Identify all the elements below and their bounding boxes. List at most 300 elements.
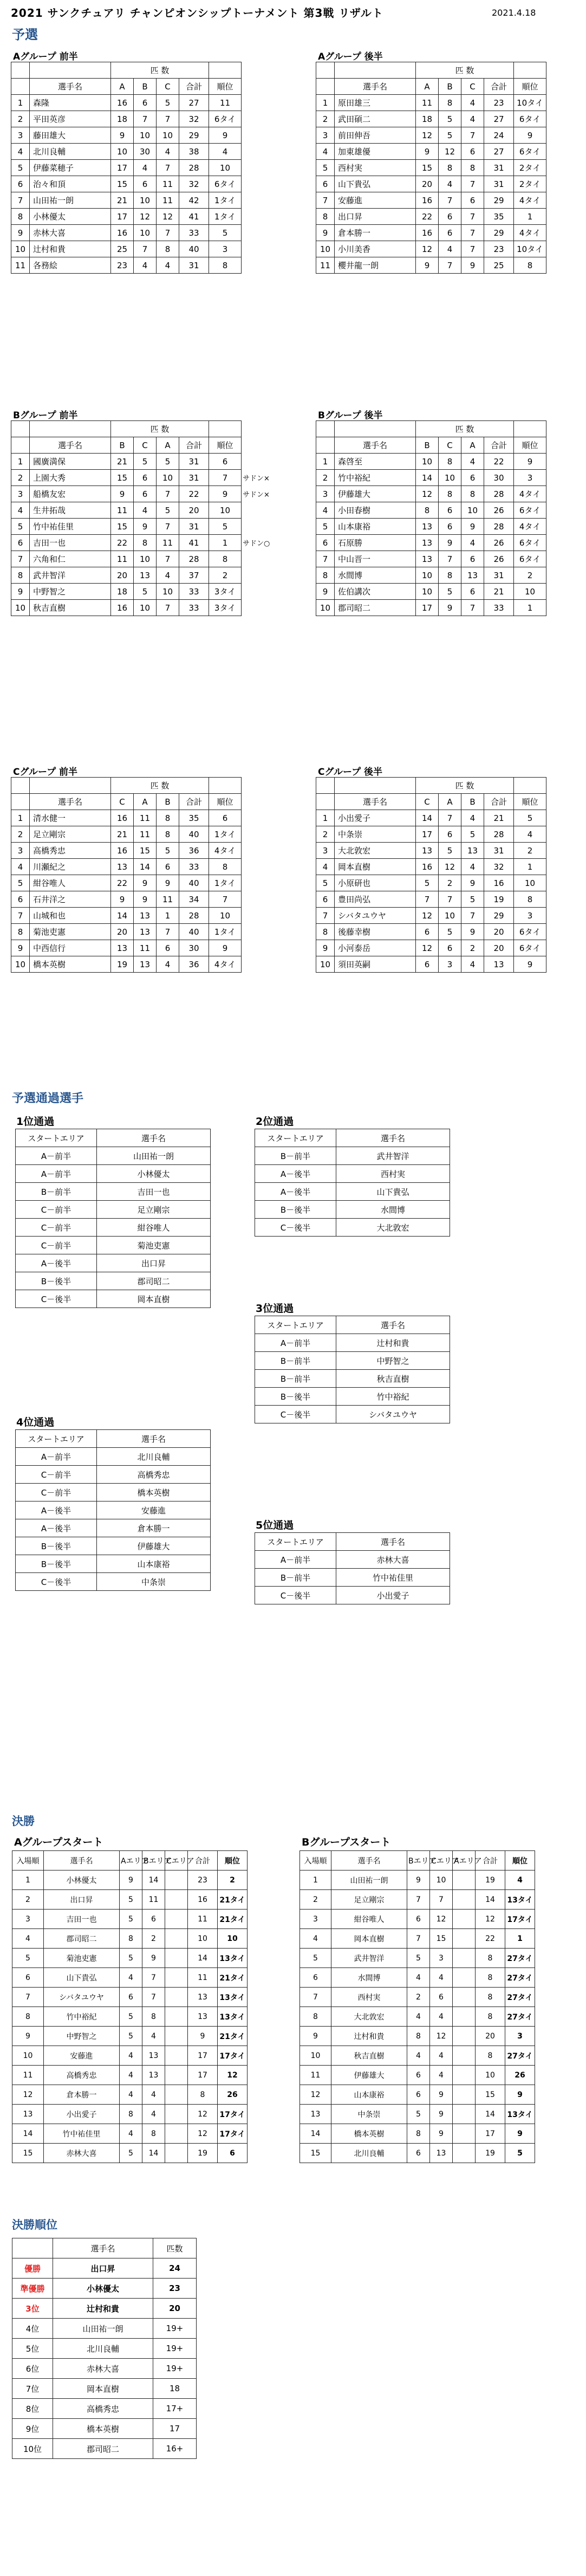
area-count: 13 (416, 551, 439, 567)
entry-number: 9 (316, 584, 335, 600)
rank: 12 (218, 2066, 248, 2085)
area-count: 4 (120, 2124, 142, 2144)
area-header: Bエリア (407, 1851, 430, 1870)
blank-cell (209, 778, 242, 794)
total-count: 22 (484, 454, 514, 470)
area-count: 20 (111, 924, 134, 940)
total-count: 27 (484, 111, 514, 127)
document-date: 2021.4.18 (492, 8, 536, 18)
start-area: C－前半 (16, 1466, 97, 1484)
area-count: 4 (120, 1968, 142, 1988)
area-count: 9 (416, 257, 439, 274)
area-count: 6 (461, 144, 484, 160)
player-name: 橋本英樹 (97, 1484, 211, 1501)
entry-order: 3 (12, 1910, 44, 1929)
total-count: 11 (188, 1910, 218, 1929)
area-count: 8 (439, 486, 461, 502)
area-count: 13 (111, 859, 134, 875)
header-row (11, 794, 242, 810)
rank: 3タイ (209, 600, 242, 616)
table-row (316, 924, 546, 940)
total-count: 33 (179, 584, 209, 600)
blank-cell (30, 421, 111, 437)
player-name: 竹中祐佳里 (44, 2124, 120, 2144)
rank: 17タイ (218, 2124, 248, 2144)
entry-order: 2 (12, 1890, 44, 1910)
player-name: 加東雄優 (335, 144, 416, 160)
rank: 9 (209, 486, 242, 502)
start-area: A－後半 (255, 1165, 336, 1183)
entry-order: 11 (12, 2066, 44, 2085)
table-row (316, 859, 546, 875)
table-row (316, 502, 546, 519)
rank: 1タイ (209, 826, 242, 843)
group-table (316, 420, 546, 616)
area-count: 12 (439, 144, 461, 160)
area-count: 7 (157, 486, 179, 502)
area-count: 5 (439, 584, 461, 600)
area-count: 20 (111, 567, 134, 584)
player-name: 伊藤雄大 (97, 1537, 211, 1555)
place-label: 10位 (12, 2439, 53, 2459)
name-header: 選手名 (335, 794, 416, 810)
player-name: 西村実 (331, 1988, 407, 2007)
area-count: 21 (111, 192, 134, 209)
area-count: 13 (461, 567, 484, 584)
rank: 1タイ (209, 875, 242, 891)
player-name: 紺谷唯人 (331, 1910, 407, 1929)
table-row (316, 567, 546, 584)
area-count: 15 (111, 470, 134, 486)
player-name: 武井智洋 (336, 1147, 450, 1165)
area-count: 8 (120, 1929, 142, 1949)
entry-number: 1 (11, 95, 30, 111)
player-name: 紺谷唯人 (97, 1219, 211, 1237)
table-row (11, 567, 242, 584)
table-row (255, 1352, 450, 1370)
table-row (11, 924, 242, 940)
table-row (12, 2379, 197, 2399)
area-count: 6 (416, 924, 439, 940)
area-count: 6 (142, 1910, 165, 1929)
area-header: Aエリア (453, 1851, 476, 1870)
area-count: 7 (157, 924, 179, 940)
total-count: 13 (484, 956, 514, 973)
entry-order: 15 (300, 2144, 331, 2163)
area-count: 9 (120, 1870, 142, 1890)
table-row (16, 1165, 211, 1183)
entry-order: 15 (12, 2144, 44, 2163)
table-row (11, 859, 242, 875)
area-count: 6 (439, 502, 461, 519)
catch-count: 18 (153, 2379, 197, 2399)
area-count: 14 (134, 859, 157, 875)
total-count: 40 (179, 241, 209, 257)
table-row (255, 1551, 450, 1569)
table-row (11, 810, 242, 826)
table-row (316, 551, 546, 567)
area-count: 7 (461, 225, 484, 241)
header-row (11, 62, 242, 79)
player-name: 西村実 (335, 160, 416, 176)
rank: 3タイ (209, 584, 242, 600)
area-count: 8 (407, 2124, 430, 2144)
area-header: Cエリア (430, 1851, 453, 1870)
start-area: B－後半 (255, 1201, 336, 1219)
header-row (16, 1430, 211, 1448)
total-count: 21 (484, 584, 514, 600)
rank: 6 (209, 810, 242, 826)
entry-number: 2 (11, 470, 30, 486)
rank: 11 (209, 95, 242, 111)
entry-order: 14 (12, 2124, 44, 2144)
header-row (316, 421, 546, 437)
area-count: 2 (407, 1988, 430, 2007)
rank: 3 (514, 908, 546, 924)
blank-cell (209, 421, 242, 437)
total-count: 17 (188, 2046, 218, 2066)
rank: 9 (505, 2124, 535, 2144)
entry-number: 6 (316, 176, 335, 192)
table-row (255, 1147, 450, 1165)
catch-count: 19+ (153, 2339, 197, 2359)
area-count: 7 (134, 111, 157, 127)
player-name: 櫻井龍一朗 (335, 257, 416, 274)
area-count: 6 (461, 584, 484, 600)
player-name: 辻村和貴 (336, 1334, 450, 1352)
qualifier-group-title: 3位通過 (256, 1303, 294, 1315)
area-count: 5 (120, 2007, 142, 2027)
table-row (11, 940, 242, 956)
area-count: 4 (430, 1968, 453, 1988)
total-count: 27 (179, 95, 209, 111)
blank-cell (335, 421, 416, 437)
area-header: A (111, 79, 134, 95)
table-row (316, 209, 546, 225)
table-row (12, 1988, 248, 2007)
rank: 13タイ (218, 1988, 248, 2007)
table-row (316, 486, 546, 502)
area-count: 6 (439, 225, 461, 241)
area-count: 9 (430, 2085, 453, 2105)
start-area: B－前半 (255, 1569, 336, 1587)
blank-cell (316, 437, 335, 454)
total-header: 合計 (179, 79, 209, 95)
entry-number: 7 (316, 551, 335, 567)
rank: 2 (218, 1870, 248, 1890)
player-name: 小林優太 (53, 2279, 153, 2299)
area-count: 6 (461, 192, 484, 209)
entry-order: 9 (300, 2027, 331, 2046)
area-count: 7 (461, 600, 484, 616)
blank-cell (165, 1890, 188, 1910)
name-header: 選手名 (336, 1129, 450, 1147)
area-count: 6 (157, 940, 179, 956)
qualifier-group-title: 1位通過 (16, 1116, 55, 1128)
total-header: 合計 (484, 437, 514, 454)
name-header: 選手名 (30, 794, 111, 810)
area-count: 4 (157, 144, 179, 160)
total-count: 10 (476, 2066, 505, 2085)
total-count: 36 (179, 843, 209, 859)
player-name: 前田伸吾 (335, 127, 416, 144)
area-count: 6 (439, 519, 461, 535)
area-count: 4 (120, 2046, 142, 2066)
blank-cell (165, 2144, 188, 2163)
table-row (300, 2066, 535, 2085)
player-name: 郡司昭二 (44, 1929, 120, 1949)
player-name: 森啓至 (335, 454, 416, 470)
player-name: 赤林大喜 (53, 2359, 153, 2379)
catch-count-header: 匹 数 (416, 421, 514, 437)
total-count: 28 (484, 519, 514, 535)
rank: 4タイ (514, 192, 546, 209)
area-header: C (461, 79, 484, 95)
table-row (300, 2007, 535, 2027)
player-name: 岡本直樹 (335, 859, 416, 875)
total-count: 26 (484, 535, 514, 551)
header-row (316, 437, 546, 454)
table-row (300, 2085, 535, 2105)
player-name: 出口昇 (53, 2258, 153, 2279)
area-count: 5 (439, 924, 461, 940)
entry-number: 2 (316, 826, 335, 843)
table-row (11, 891, 242, 908)
total-count: 38 (179, 144, 209, 160)
table-row (11, 875, 242, 891)
area-count: 6 (134, 176, 157, 192)
table-row (16, 1555, 211, 1573)
player-name: 藤田雄大 (30, 127, 111, 144)
rank: 7 (209, 470, 242, 486)
area-count: 9 (461, 519, 484, 535)
player-name: 辻村和貴 (331, 2027, 407, 2046)
area-count: 14 (111, 908, 134, 924)
area-count: 4 (430, 2066, 453, 2085)
catch-count: 16+ (153, 2439, 197, 2459)
catch-count: 17 (153, 2419, 197, 2439)
start-area: B－前半 (16, 1183, 97, 1201)
entry-number: 9 (11, 225, 30, 241)
qualifiers-heading: 予選通過選手 (12, 1092, 84, 1105)
catch-count-header: 匹 数 (111, 778, 209, 794)
area-count: 4 (461, 454, 484, 470)
area-count: 7 (407, 1890, 430, 1910)
player-name: シバタユウヤ (44, 1988, 120, 2007)
header-row (316, 778, 546, 794)
player-name: 水間博 (335, 567, 416, 584)
player-name: 武田碩二 (335, 111, 416, 127)
area-count: 30 (134, 144, 157, 160)
area-count: 4 (439, 176, 461, 192)
area-count: 13 (416, 535, 439, 551)
area-count: 11 (157, 192, 179, 209)
area-count: 4 (407, 2007, 430, 2027)
rank: 1タイ (209, 924, 242, 940)
area-count: 7 (157, 160, 179, 176)
blank-cell (514, 62, 546, 79)
area-count: 11 (134, 826, 157, 843)
entry-number: 2 (316, 111, 335, 127)
table-row (11, 908, 242, 924)
player-name: 足立剛宗 (331, 1890, 407, 1910)
start-area: A－前半 (16, 1165, 97, 1183)
table-row (316, 192, 546, 209)
total-count: 14 (188, 1949, 218, 1968)
player-name: 大北敦宏 (336, 1219, 450, 1237)
total-count: 23 (188, 1870, 218, 1890)
total-count: 20 (484, 940, 514, 956)
total-count: 29 (484, 908, 514, 924)
blank-cell (316, 79, 335, 95)
table-row (12, 2319, 197, 2339)
entry-number: 9 (11, 584, 30, 600)
area-count: 10 (157, 584, 179, 600)
player-name: 辻村和貴 (30, 241, 111, 257)
rank: 17タイ (218, 2046, 248, 2066)
total-count: 15 (476, 2085, 505, 2105)
area-count: 13 (461, 843, 484, 859)
total-count: 17 (188, 2066, 218, 2085)
table-row (11, 160, 242, 176)
entry-number: 2 (316, 470, 335, 486)
area-count: 7 (439, 257, 461, 274)
catch-count: 23 (153, 2279, 197, 2299)
table-row (11, 956, 242, 973)
entry-number: 4 (11, 859, 30, 875)
player-name: 岡本直樹 (331, 1929, 407, 1949)
area-count: 4 (461, 956, 484, 973)
total-count: 8 (476, 1988, 505, 2007)
rank: 10タイ (514, 241, 546, 257)
area-count: 8 (157, 810, 179, 826)
table-row (255, 1165, 450, 1183)
area-count: 9 (134, 875, 157, 891)
total-header: 合計 (484, 79, 514, 95)
rank: 6タイ (209, 111, 242, 127)
area-header: A (461, 437, 484, 454)
place-label: 8位 (12, 2399, 53, 2419)
area-count: 5 (461, 891, 484, 908)
total-count: 21 (484, 810, 514, 826)
area-count: 16 (111, 225, 134, 241)
start-area: C－後半 (16, 1573, 97, 1591)
header-row (11, 437, 242, 454)
player-name: シバタユウヤ (336, 1406, 450, 1423)
blank-cell (11, 62, 30, 79)
entry-order: 10 (300, 2046, 331, 2066)
final-heading: 決勝 (12, 1815, 35, 1828)
area-count: 12 (134, 209, 157, 225)
table-row (255, 1388, 450, 1406)
player-name: 竹中裕紀 (336, 1388, 450, 1406)
area-count: 11 (111, 551, 134, 567)
table-row (255, 1334, 450, 1352)
blank-cell (453, 1929, 476, 1949)
area-count: 5 (120, 1949, 142, 1968)
player-name: 北川良輔 (30, 144, 111, 160)
blank-cell (11, 778, 30, 794)
area-count: 8 (142, 2124, 165, 2144)
entry-number: 1 (316, 95, 335, 111)
area-count: 7 (461, 241, 484, 257)
header-row (255, 1129, 450, 1147)
area-count: 7 (439, 192, 461, 209)
blank-cell (316, 794, 335, 810)
area-count: 5 (157, 502, 179, 519)
rank: 17タイ (505, 1910, 535, 1929)
blank-cell (453, 1870, 476, 1890)
rank: 1 (514, 600, 546, 616)
rank: 4タイ (514, 225, 546, 241)
area-header: C (134, 437, 157, 454)
entry-number: 1 (11, 454, 30, 470)
total-count: 9 (188, 2027, 218, 2046)
rank-header: 順位 (218, 1851, 248, 1870)
start-area-header: スタートエリア (16, 1430, 97, 1448)
player-name: 小出愛子 (336, 1587, 450, 1604)
table-row (255, 1183, 450, 1201)
table-row (16, 1272, 211, 1290)
total-count: 33 (484, 600, 514, 616)
total-count: 30 (484, 470, 514, 486)
area-count: 8 (461, 160, 484, 176)
start-area: A－前半 (16, 1147, 97, 1165)
rank-header: 順位 (209, 437, 242, 454)
area-count: 2 (461, 940, 484, 956)
area-count: 4 (142, 2085, 165, 2105)
area-count: 21 (111, 454, 134, 470)
player-name: 橋本英樹 (53, 2419, 153, 2439)
entry-number: 7 (11, 908, 30, 924)
blank-cell (165, 2027, 188, 2046)
blank-cell (165, 1929, 188, 1949)
table-row (316, 826, 546, 843)
area-count: 12 (416, 940, 439, 956)
area-count: 12 (416, 486, 439, 502)
entry-order: 4 (300, 1929, 331, 1949)
area-count: 4 (461, 535, 484, 551)
blank-cell (316, 421, 335, 437)
table-row (16, 1537, 211, 1555)
total-count: 40 (179, 875, 209, 891)
player-name: 中条崇 (97, 1573, 211, 1591)
area-count: 7 (439, 810, 461, 826)
player-name: 小林優太 (97, 1165, 211, 1183)
start-area: A－後半 (16, 1519, 97, 1537)
total-count: 36 (179, 956, 209, 973)
final-table (299, 1850, 535, 2163)
table-row (316, 160, 546, 176)
total-count: 19 (188, 2144, 218, 2163)
area-count: 3 (430, 1949, 453, 1968)
rank: 6タイ (209, 176, 242, 192)
player-name: シバタユウヤ (335, 908, 416, 924)
area-count: 7 (461, 127, 484, 144)
qualifier-group-title: 4位通過 (16, 1416, 55, 1428)
player-name: 高橋秀忠 (97, 1466, 211, 1484)
table-row (300, 1988, 535, 2007)
blank-cell (12, 2238, 53, 2258)
table-row (300, 2105, 535, 2124)
table-row (316, 95, 546, 111)
blank-cell (514, 421, 546, 437)
table-row (11, 584, 242, 600)
area-count: 9 (416, 144, 439, 160)
player-name: 橋本英樹 (30, 956, 111, 973)
area-count: 5 (461, 826, 484, 843)
rank: 2 (514, 567, 546, 584)
